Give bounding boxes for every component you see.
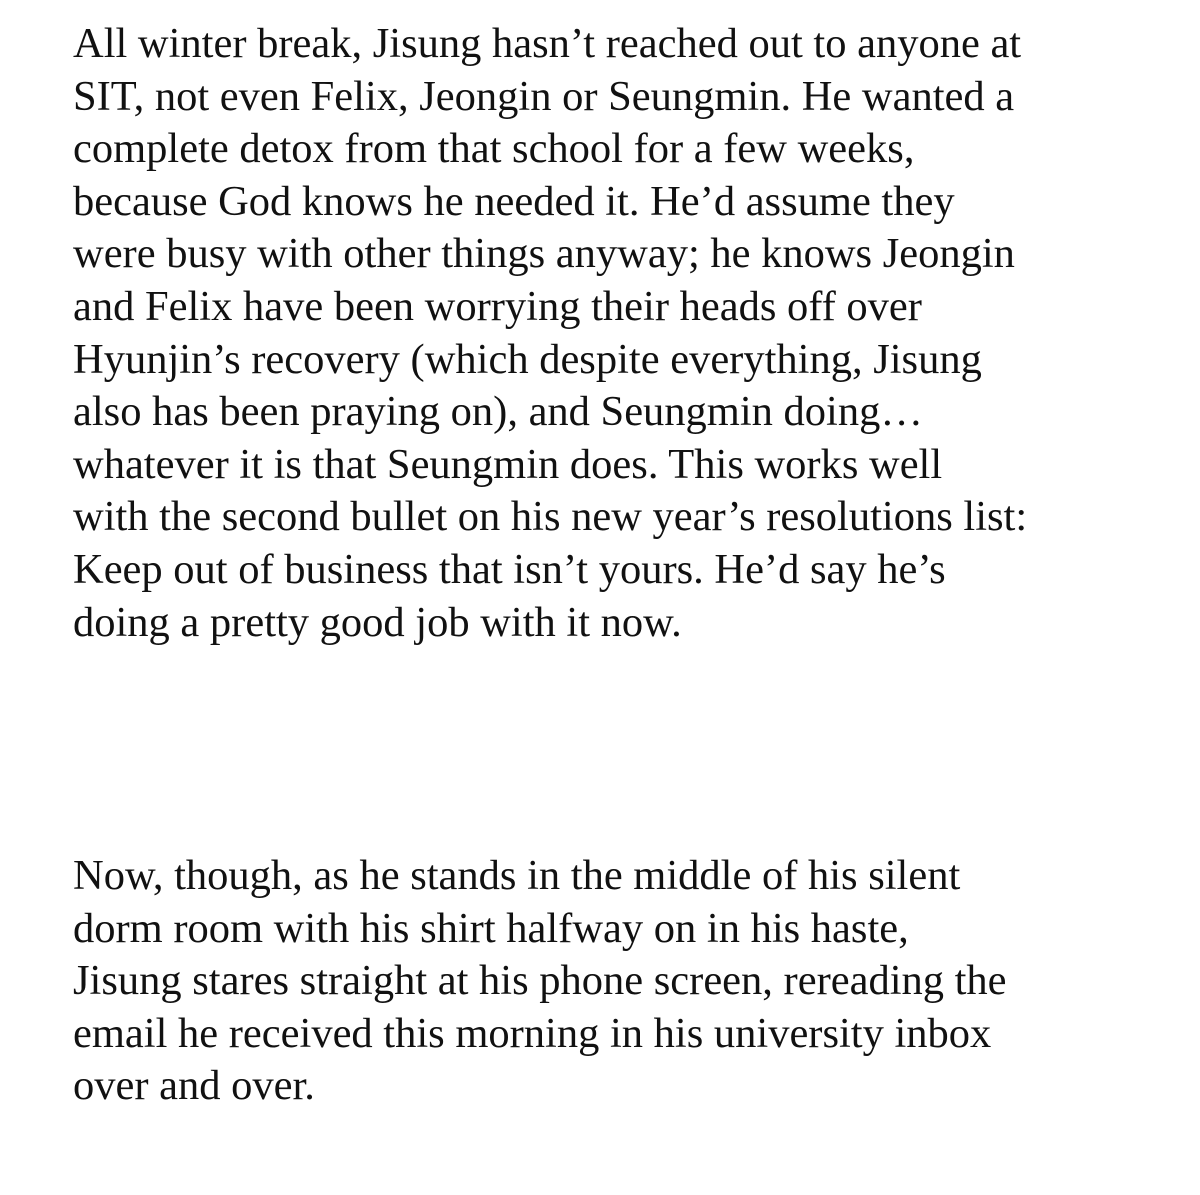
text-line: SIT, not even Felix, Jeongin or Seungmin. He wanted a (73, 72, 1015, 120)
text-line: Now, though, as he stands in the middle of his silent (73, 852, 961, 899)
text-line: Hyunjin’s recovery (which despite everything, Jisung (73, 335, 982, 383)
text-line: whatever it is that Seungmin does. This works well (73, 440, 943, 488)
text-line: were busy with other things anyway; he knows Jeongin (73, 230, 1015, 278)
text-line: Keep out of business that isn’t yours. He’d say he’s (73, 545, 946, 593)
paragraph-1 (73, 18, 1163, 649)
text-line: also has been praying on), and Seungmin doing… (73, 388, 923, 436)
text-line: Jisung stares straight at his phone screen, rereading the (73, 957, 1007, 1005)
text-line: over and over. (73, 1062, 315, 1110)
text-line: dorm room with his shirt halfway on in his haste, (73, 904, 909, 952)
text-line: with the second bullet on his new year’s resolutions list: (73, 493, 1028, 541)
text-line: and Felix have been worrying their heads off over (73, 282, 922, 330)
text-line: email he received this morning in his university inbox (73, 1009, 992, 1057)
paragraph-2 (73, 850, 1163, 1113)
text-line: because God knows he needed it. He’d assume they (73, 177, 955, 225)
text-line: doing a pretty good job with it now. (73, 598, 682, 646)
text-line: All winter break, Jisung hasn’t reached out to anyone at (73, 20, 1022, 67)
text-line: complete detox from that school for a few weeks, (73, 125, 915, 173)
